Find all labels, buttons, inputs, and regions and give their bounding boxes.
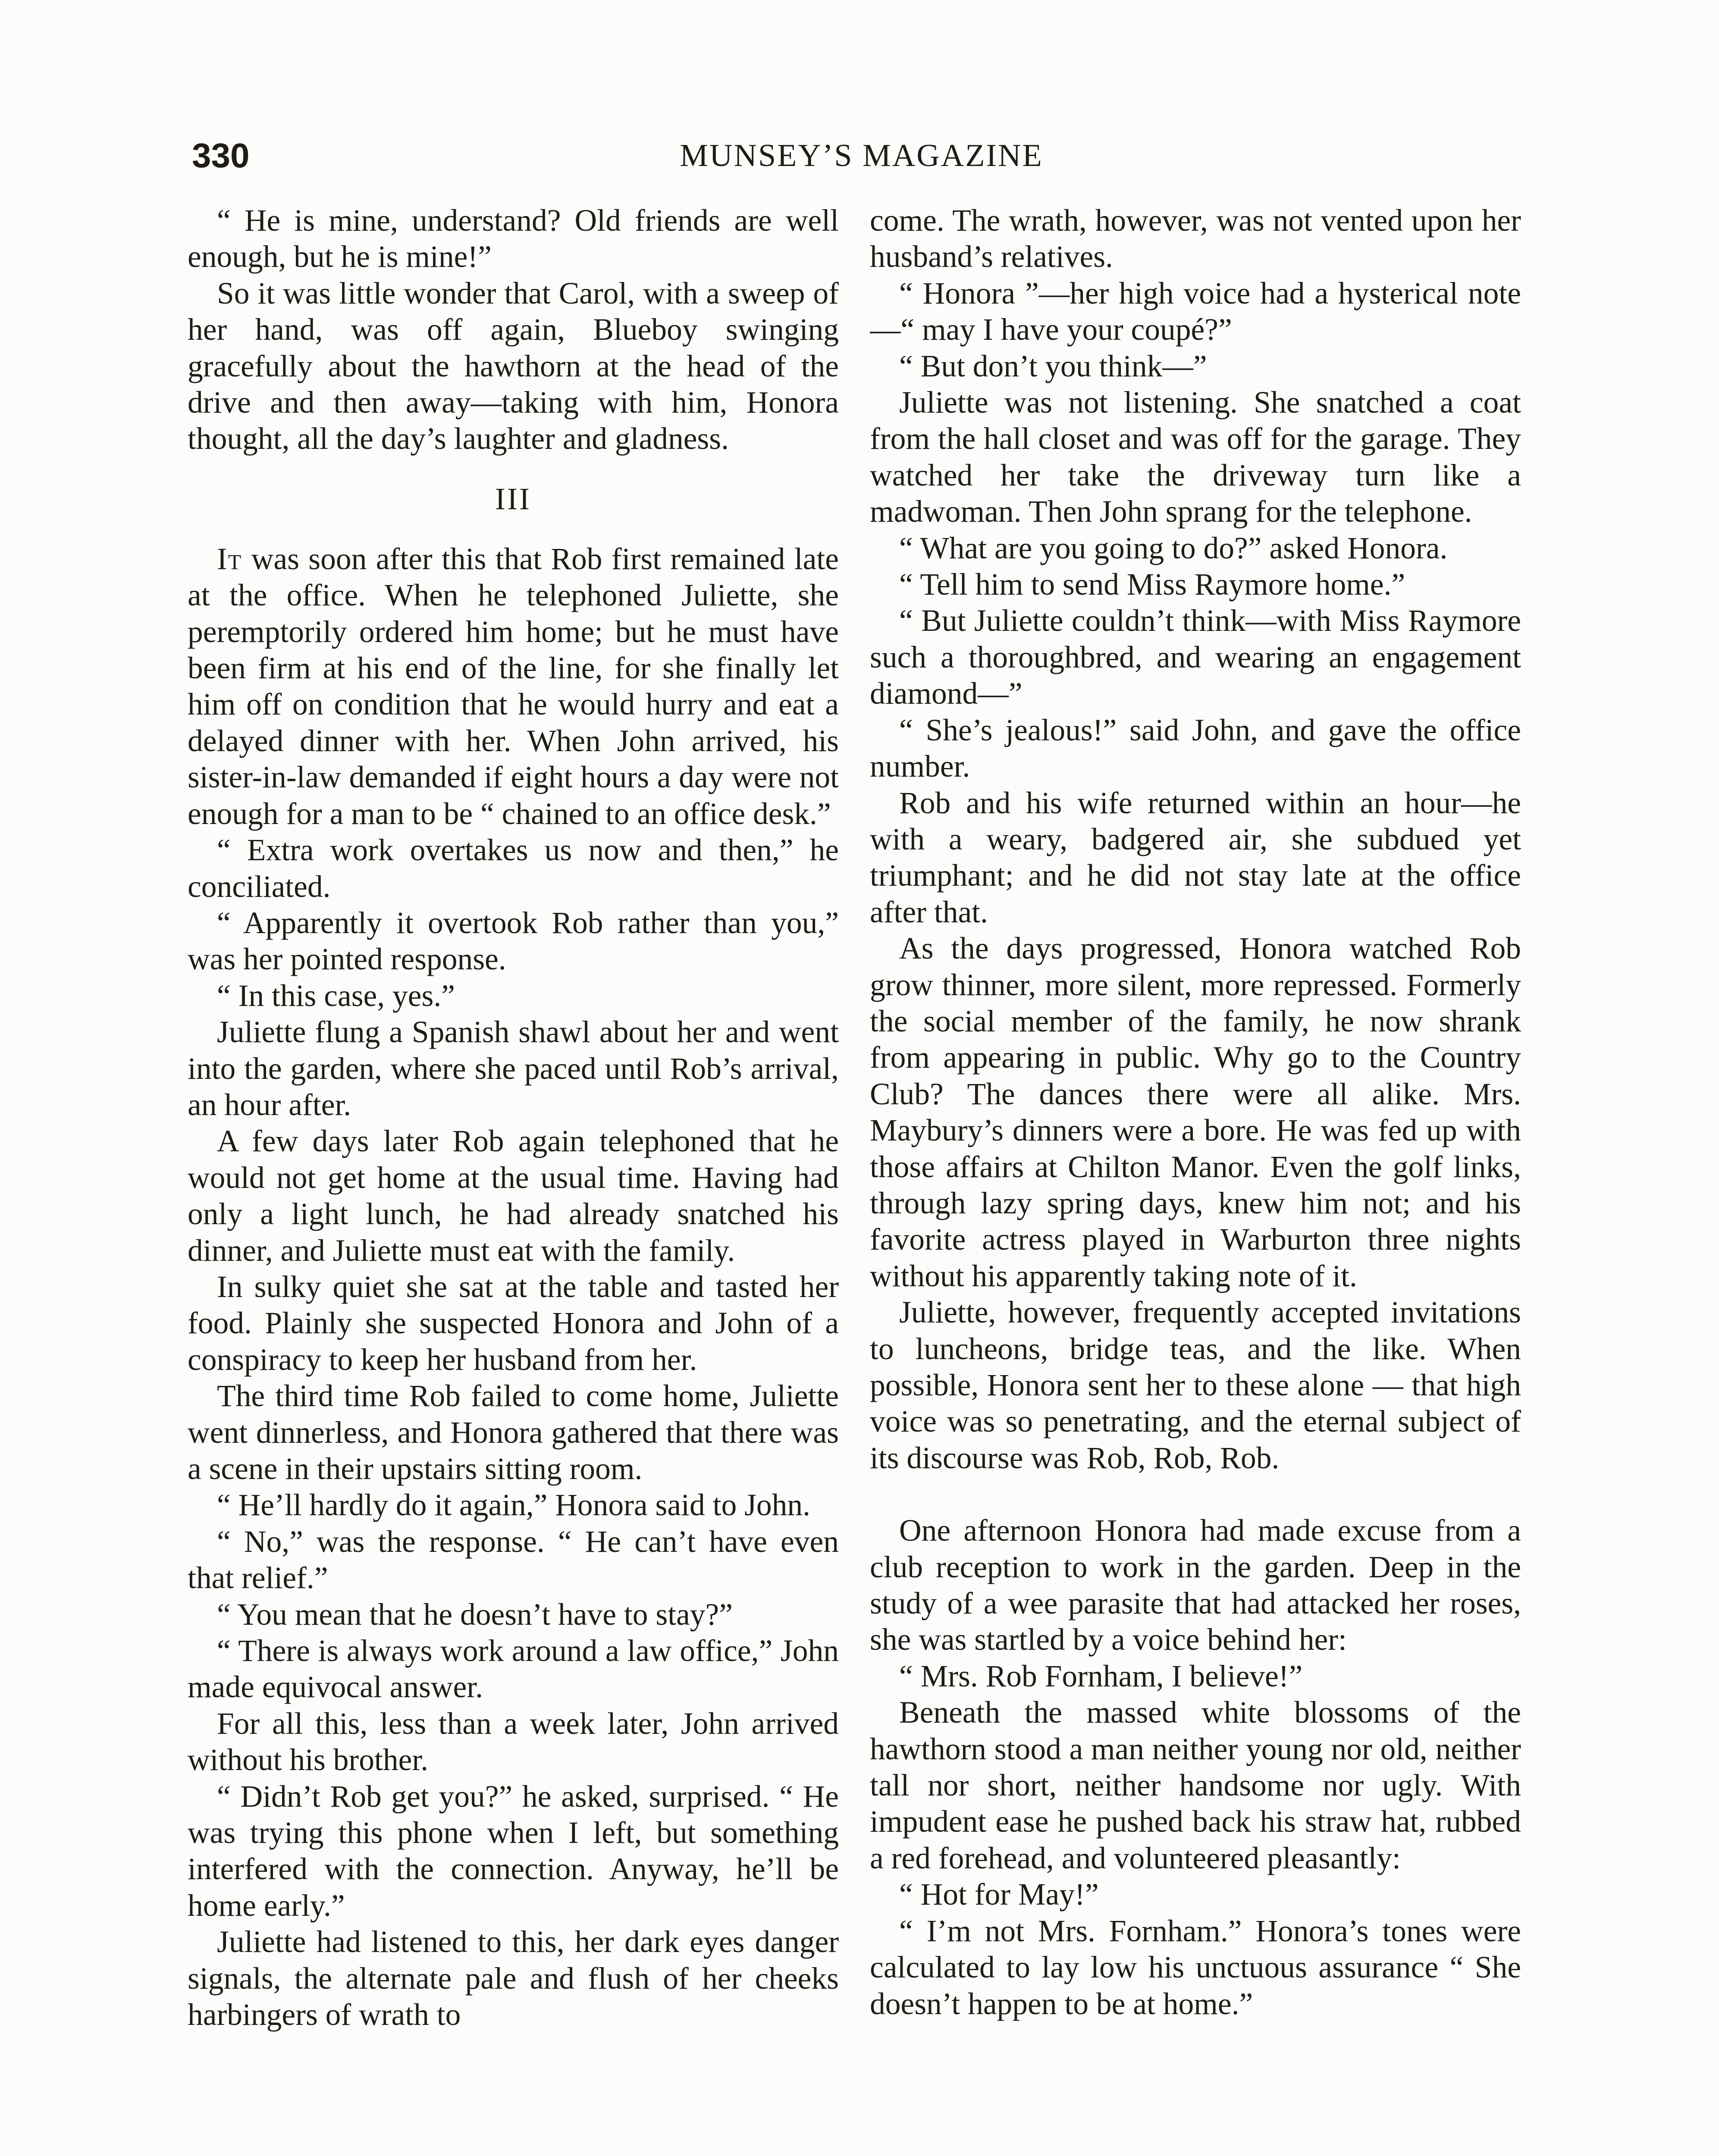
paragraph: So it was little wonder that Carol, with a sweep of her hand, was off again, Blueboy swinging gracefully about the hawthorn at the head of the drive and then away—taking with him, Honora thought, all the day’s laughter and gladness. <box>188 276 839 456</box>
paragraph: As the days progressed, Honora watched Rob grow thinner, more silent, more repressed. Formerly the social member of the family, he now shrank from appearing in public. Why go to the Country Club? The dances there were all alike. Mrs. Maybury’s dinners were a bore. He was fed up with those affairs at Chilton Manor. Even the golf links, through lazy spring days, knew him not; and his favorite actress played in Warburton three nights without his apparently taking note of it. <box>870 931 1521 1293</box>
paragraph: “ She’s jealous!” said John, and gave the office number. <box>870 713 1521 784</box>
paragraph: Beneath the massed white blossoms of the hawthorn stood a man neither young nor old, neither tall nor short, neither handsome nor ugly. With impudent ease he pushed back his straw hat, rubbed a red forehead, and volunteered pleasantly: <box>870 1695 1521 1875</box>
paragraph: “ No,” was the response. “ He can’t have even that relief.” <box>188 1524 839 1595</box>
paragraph: “ But Juliette couldn’t think—with Miss Raymore such a thoroughbred, and wearing an engagement diamond—” <box>870 604 1521 711</box>
right-column <box>870 203 1521 2156</box>
paragraph: “ Apparently it overtook Rob rather than you,” was her pointed response. <box>188 906 839 977</box>
left-column <box>188 203 839 2156</box>
paragraph: “ Didn’t Rob get you?” he asked, surprised. “ He was trying this phone when I left, but something interfered with the connection. Anyway, he’ll be home early.” <box>188 1779 839 1923</box>
paragraph: “ He’ll hardly do it again,” Honora said to John. <box>217 1488 811 1523</box>
paragraph: “ Honora ”—her high voice had a hysterical note—“ may I have your coupé?” <box>870 276 1521 347</box>
paragraph: Juliette flung a Spanish shawl about her and went into the garden, where she paced until Rob’s arrival, an hour after. <box>188 1015 839 1122</box>
paragraph: “ You mean that he doesn’t have to stay?” <box>217 1597 733 1632</box>
paragraph: Rob and his wife returned within an hour—he with a weary, badgered air, she subdued yet triumphant; and he did not stay late at the office after that. <box>870 786 1521 929</box>
paragraph: A few days later Rob again telephoned that he would not get home at the usual time. Having had only a light lunch, he had already snatched his dinner, and Juliette must eat with the family. <box>188 1124 839 1268</box>
paragraph: Juliette was not listening. She snatched a coat from the hall closet and was off for the garage. They watched her take the driveway turn like a madwoman. Then John sprang for the telephone. <box>870 385 1521 529</box>
paragraph: “ I’m not Mrs. Fornham.” Honora’s tones were calculated to lay low his unctuous assurance “ She doesn’t happen to be at home.” <box>870 1914 1521 2021</box>
paragraph: “ What are you going to do?” asked Honora. <box>899 531 1448 565</box>
paragraph: One afternoon Honora had made excuse from a club reception to work in the garden. Deep in the study of a wee parasite that had attacked her roses, she was startled by a voice behind her: <box>870 1514 1521 1657</box>
paragraph: “ But don’t you think—” <box>899 349 1207 383</box>
paragraph: “ Tell him to send Miss Raymore home.” <box>899 567 1405 602</box>
paragraph: “ Hot for May!” <box>899 1877 1099 1912</box>
paragraph: The third time Rob failed to come home, Juliette went dinnerless, and Honora gathered that there was a scene in their upstairs sitting room. <box>188 1379 839 1486</box>
paragraph: Juliette, however, frequently accepted invitations to luncheons, bridge teas, and the like. When possible, Honora sent her to these alone — that high voice was so penetrating, and the eternal subject of its discourse was Rob, Rob, Rob. <box>870 1295 1521 1475</box>
paragraph: “ Mrs. Rob Fornham, I believe!” <box>899 1659 1303 1693</box>
paragraph: In sulky quiet she sat at the table and tasted her food. Plainly she suspected Honora and John of a conspiracy to keep her husband from her. <box>188 1269 839 1377</box>
paragraph <box>188 541 839 832</box>
paragraph: For all this, less than a week later, John arrived without his brother. <box>188 1706 839 1777</box>
section-heading: III <box>495 481 531 516</box>
page-number: 330 <box>192 136 250 175</box>
opening-word: It <box>217 542 242 576</box>
paragraph: “ In this case, yes.” <box>217 978 455 1013</box>
paragraph: Juliette had listened to this, her dark eyes danger signals, the alternate pale and flush of her cheeks harbingers of wrath to <box>188 1925 839 2032</box>
paragraph-text: was soon after this that Rob first remained late at the office. When he telephoned Juliette, she peremptorily ordered him home; but he must have been firm at his end of the line, for she finally let him off on condition that he would hurry and eat a delayed dinner with her. When John arrived, his sister-in-law demanded if eight hours a day were not enough for a man to be “ chained to an office desk.” <box>188 542 839 831</box>
section-break <box>870 1476 1521 1513</box>
paragraph: “ There is always work around a law office,” John made equivocal answer. <box>188 1634 839 1705</box>
running-title: MUNSEY’S MAGAZINE <box>680 138 1043 173</box>
page-header <box>192 128 1531 188</box>
paragraph: “ Extra work overtakes us now and then,” he conciliated. <box>188 833 839 904</box>
paragraph: “ He is mine, understand? Old friends are well enough, but he is mine!” <box>188 204 839 274</box>
paragraph: come. The wrath, however, was not vented upon her husband’s relatives. <box>870 204 1521 274</box>
